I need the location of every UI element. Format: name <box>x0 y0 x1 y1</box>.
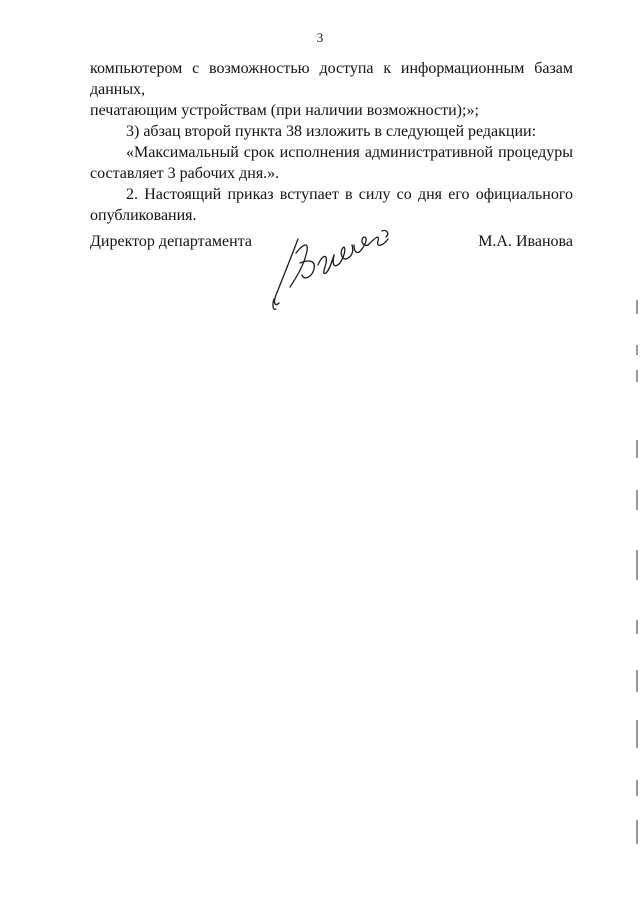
paragraph-continuation-line-1: компьютером с возможностью доступа к информационным базам данных, <box>90 60 573 98</box>
signer-title: Директор департамента <box>90 233 252 250</box>
paragraph-effective-date: 2. Настоящий приказ вступает в силу со дня его официального опубликования. <box>90 186 573 224</box>
body-text <box>90 58 573 226</box>
scan-edge-marks <box>634 290 638 890</box>
paragraph-continuation-line-2: печатающим устройствам (при наличии возможности);»; <box>90 102 479 119</box>
signature-block <box>90 225 573 315</box>
paragraph-item-3: 3) абзац второй пункта 38 изложить в следующей редакции: <box>126 123 537 140</box>
paragraph-quoted-text: «Максимальный срок исполнения административной процедуры составляет 3 рабочих дня.». <box>90 144 573 182</box>
signer-name: М.А. Иванова <box>478 233 573 250</box>
handwritten-signature <box>270 225 410 315</box>
page-number: 3 <box>316 30 324 45</box>
